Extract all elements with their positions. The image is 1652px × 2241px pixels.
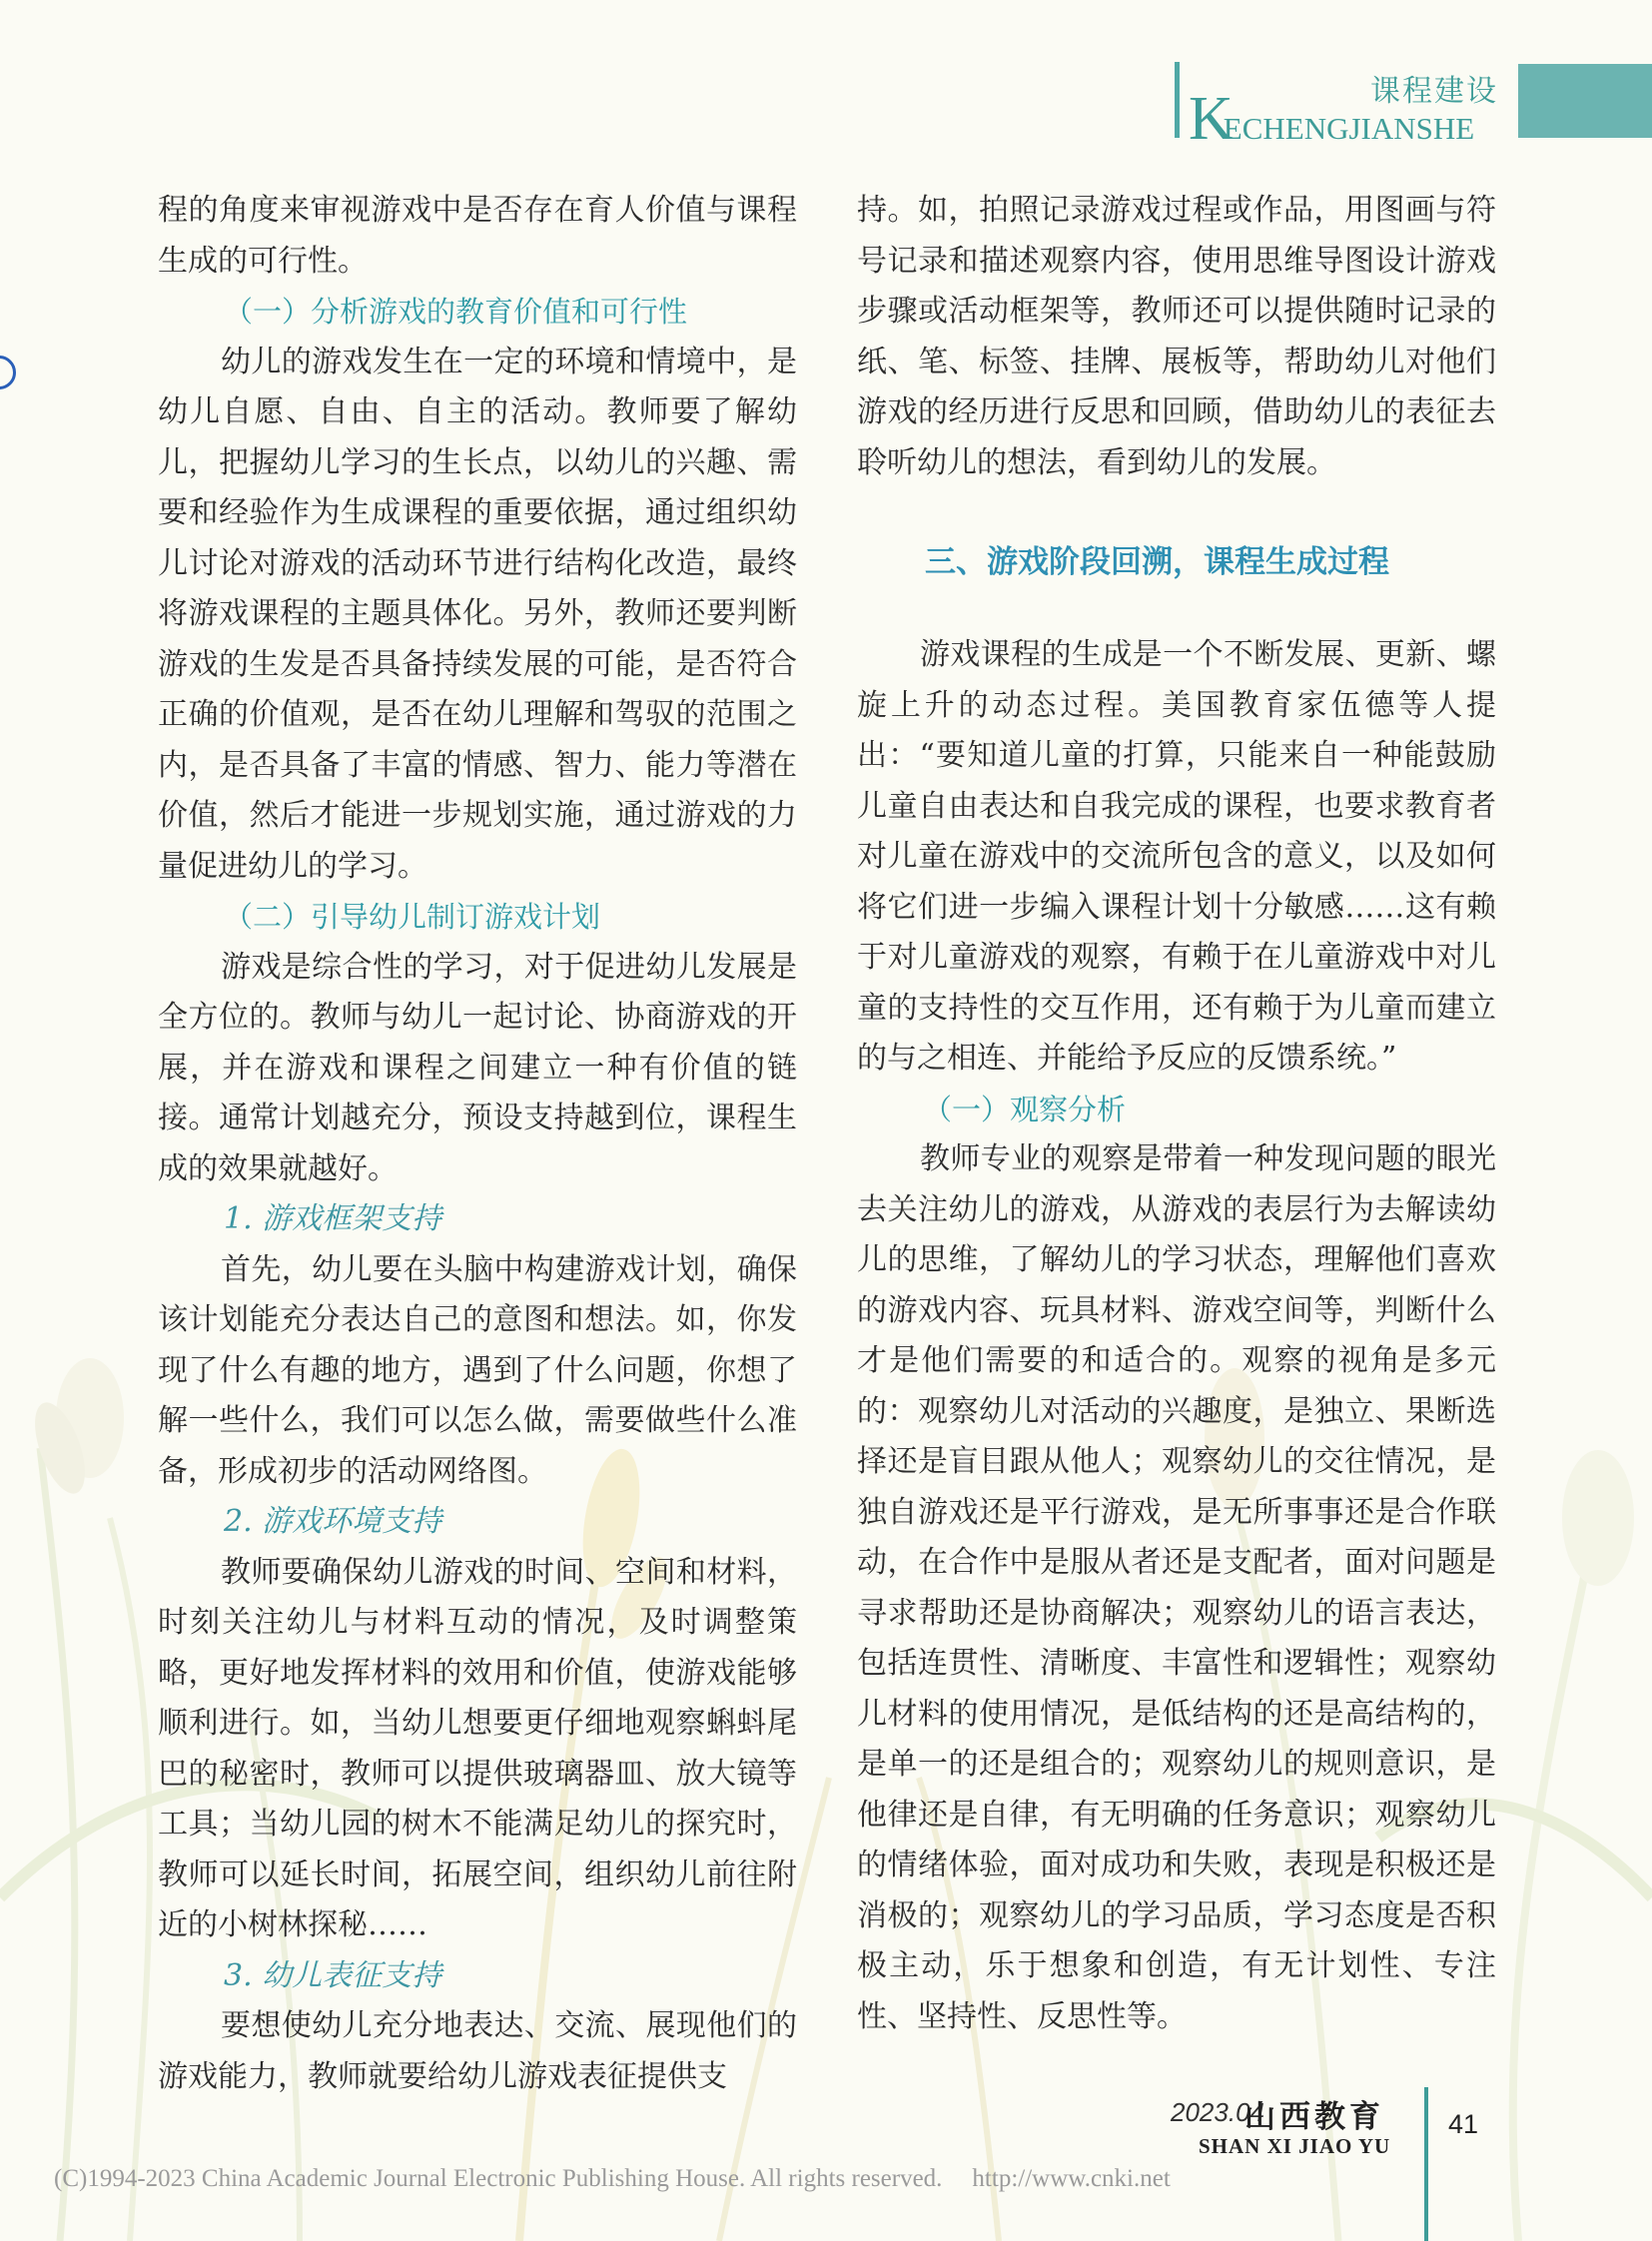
section-heading: 三、游戏阶段回溯，课程生成过程 bbox=[925, 544, 1389, 580]
minor-heading: 2. 游戏环境支持 bbox=[224, 1504, 442, 1539]
copyright-url: http://www.cnki.net bbox=[972, 2165, 1171, 2192]
paragraph: 要想使幼儿充分地表达、交流、展现他们的游戏能力，教师就要给幼儿游戏表征提供支 bbox=[158, 2008, 797, 2094]
page-number: 41 bbox=[1448, 2109, 1479, 2139]
paragraph: 首先，幼儿要在头脑中构建游戏计划，确保该计划能充分表达自己的意图和想法。如，你发现了什么有趣的地方，遇到了什么问题，你想了解一些什么，我们可以怎么做，需要做些什么准备，形成初步的活动网络图。 bbox=[158, 1251, 797, 1489]
paragraph: 教师专业的观察是带着一种发现问题的眼光去关注幼儿的游戏，从游戏的表层行为去解读幼儿的思维，了解幼儿的学习状态，理解他们喜欢的游戏内容、玩具材料、游戏空间等，判断什么才是他们需要的和适合的。观察的视角是多元的：观察幼儿对活动的兴趣度，是独立、果断选择还是盲目跟从他人；观察幼儿的交往情况，是独自游戏还是平行游戏，是无所事事还是合作联动，在合作中是服从者还是支配者，面对问题是寻求帮助还是协商解决；观察幼儿的语言表达，包括连贯性、清晰度、丰富性和逻辑性；观察幼儿材料的使用情况，是低结构的还是高结构的，是单一的还是组合的；观察幼儿的规则意识，是他律还是自律，有无明确的任务意识；观察幼儿的情绪体验，面对成功和失败，表现是积极还是消极的；观察幼儿的学习品质，学习态度是否积极主动，乐于想象和创造，有无计划性、专注性、坚持性、反思性等。 bbox=[857, 1141, 1496, 2034]
header-color-block bbox=[1518, 64, 1652, 138]
subheading: （一）观察分析 bbox=[923, 1092, 1127, 1126]
issue-number: 2023.04 bbox=[1171, 2097, 1264, 2127]
paragraph: 教师要确保幼儿游戏的时间、空间和材料，时刻关注幼儿与材料互动的情况，及时调整策略，更好地发挥材料的效用和价值，使游戏能够顺利进行。如，当幼儿想要更仔细地观察蝌蚪尾巴的秘密时，教师可以提供玻璃器皿、放大镜等工具；当幼儿园的树木不能满足幼儿的探究时，教师可以延长时间，拓展空间，组织幼儿前往附近的小树林探秘…… bbox=[158, 1554, 797, 1942]
copyright-text: (C)1994-2023 China Academic Journal Electronic Publishing House. All rights reserved. bbox=[54, 2165, 943, 2192]
section-title: 课程建设 bbox=[1370, 74, 1498, 109]
minor-heading: 3. 幼儿表征支持 bbox=[224, 1957, 442, 1993]
right-column bbox=[857, 186, 1496, 2042]
paragraph: 游戏课程的生成是一个不断发展、更新、螺旋上升的动态过程。美国教育家伍德等人提出：“要知道儿童的打算，只能来自一种能鼓励儿童自由表达和自我完成的课程，也要求教育者对儿童在游戏中的交流所包含的意义，以及如何将它们进一步编入课程计划十分敏感……这有赖于对儿童游戏的观察，有赖于在儿童游戏中对儿童的支持性的交互作用，还有赖于为儿童而建立的与之相连、并能给予反应的反馈系统。” bbox=[857, 637, 1496, 1076]
paragraph: 程的角度来审视游戏中是否存在育人价值与课程生成的可行性。 bbox=[158, 193, 797, 279]
section-title-rest: ECHENGJIANSHE bbox=[1223, 111, 1475, 146]
header-divider bbox=[1175, 62, 1180, 138]
copyright-line bbox=[54, 2165, 1171, 2193]
subheading: （一）分析游戏的教育价值和可行性 bbox=[224, 295, 688, 329]
minor-heading: 1. 游戏框架支持 bbox=[224, 1201, 442, 1236]
section-title-pinyin bbox=[1189, 85, 1498, 153]
section-title-initial: K bbox=[1189, 85, 1234, 153]
subheading: （二）引导幼儿制订游戏计划 bbox=[224, 900, 601, 934]
footer-divider bbox=[1424, 2087, 1428, 2241]
left-column bbox=[158, 186, 797, 2102]
magazine-title-pinyin: SHAN XI JIAO YU bbox=[1199, 2134, 1391, 2158]
magazine-title: 山西教育 bbox=[1244, 2099, 1384, 2135]
paragraph: 持。如，拍照记录游戏过程或作品，用图画与符号记录和描述观察内容，使用思维导图设计游戏步骤或活动框架等，教师还可以提供随时记录的纸、笔、标签、挂牌、展板等，帮助幼儿对他们游戏的经历进行反思和回顾，借助幼儿的表征去聆听幼儿的想法，看到幼儿的发展。 bbox=[857, 193, 1496, 480]
paragraph: 幼儿的游戏发生在一定的环境和情境中，是幼儿自愿、自由、自主的活动。教师要了解幼儿，把握幼儿学习的生长点，以幼儿的兴趣、需要和经验作为生成课程的重要依据，通过组织幼儿讨论对游戏的活动环节进行结构化改造，最终将游戏课程的主题具体化。另外，教师还要判断游戏的生发是否具备持续发展的可能，是否符合正确的价值观，是否在幼儿理解和驾驭的范围之内，是否具备了丰富的情感、智力、能力等潜在价值，然后才能进一步规划实施，通过游戏的力量促进幼儿的学习。 bbox=[158, 344, 797, 884]
paragraph: 游戏是综合性的学习，对于促进幼儿发展是全方位的。教师与幼儿一起讨论、协商游戏的开展，并在游戏和课程之间建立一种有价值的链接。通常计划越充分，预设支持越到位，课程生成的效果就越好。 bbox=[158, 949, 797, 1186]
